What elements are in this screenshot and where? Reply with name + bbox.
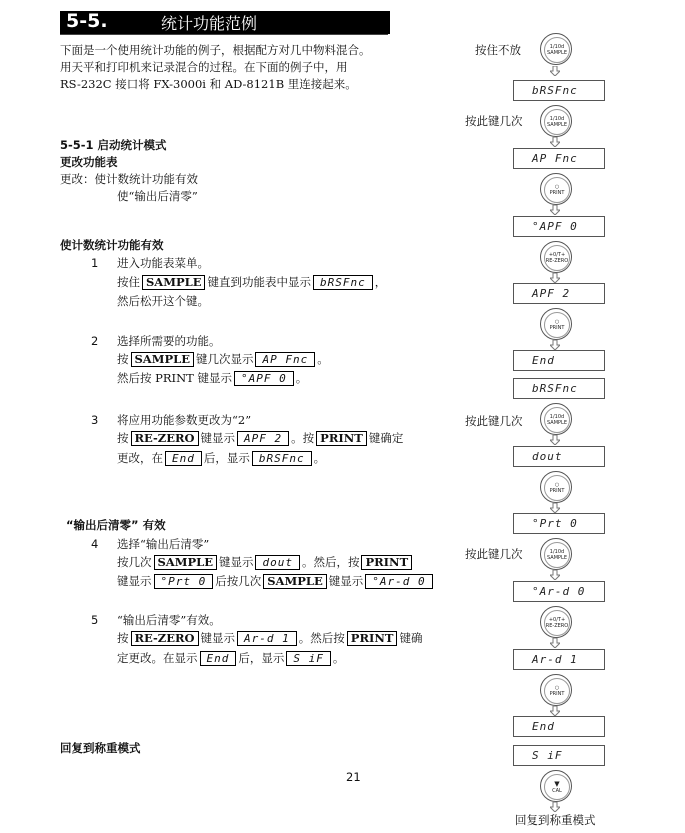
sample-button[interactable] <box>540 403 572 435</box>
side-label-hold: 按住不放 <box>475 43 521 57</box>
sample-key-label: SAMPLE <box>131 352 194 367</box>
rezero-key-label: RE-ZERO <box>131 431 199 446</box>
display-readout: S iF <box>532 749 563 762</box>
text: 。按 <box>291 431 315 445</box>
arrow-down-icon <box>550 503 560 513</box>
display-box <box>513 716 605 737</box>
section-number: 5-5. <box>66 10 108 32</box>
display-readout: °Ar-d 0 <box>365 574 432 589</box>
print-button[interactable] <box>540 173 572 205</box>
text: 1/10d <box>549 414 565 420</box>
display-readout: bRSFnc <box>252 451 312 466</box>
display-box <box>513 283 605 304</box>
text: SAMPLE <box>547 555 567 561</box>
step3-line-a: 将应用功能参数更改为“2” <box>117 413 252 427</box>
text: 键显示 <box>117 574 152 588</box>
step3-line-b <box>117 430 403 447</box>
step2-line-c <box>117 370 307 387</box>
display-box <box>513 378 605 399</box>
display-readout: °Prt 0 <box>532 517 578 530</box>
display-readout: °Prt 0 <box>154 574 214 589</box>
sample-key-label: SAMPLE <box>263 574 326 589</box>
text: CAL <box>552 787 562 794</box>
arrow-down-icon <box>550 570 560 580</box>
display-readout: bRSFnc <box>532 84 578 97</box>
display-box <box>513 581 605 602</box>
print-button[interactable] <box>540 674 572 706</box>
section-subheading: 更改功能表 <box>60 155 118 169</box>
display-box <box>513 350 605 371</box>
text: 键显示 <box>328 574 364 588</box>
rezero-button[interactable] <box>540 606 572 638</box>
text: PRINT <box>549 190 565 196</box>
text: 按 <box>117 431 129 445</box>
text: PRINT <box>549 691 565 697</box>
text: ○ <box>554 685 560 691</box>
text: 键显示 <box>200 631 236 645</box>
text: 更改，在 <box>117 451 163 465</box>
step5-line-c <box>117 650 344 667</box>
arrow-down-icon <box>550 340 560 350</box>
step2-line-a: 选择所需要的功能。 <box>117 334 221 348</box>
display-readout: APF 2 <box>237 431 289 446</box>
text: 按住 <box>117 275 140 289</box>
section-header <box>60 11 390 34</box>
intro-line-1: 下面是一个使用统计功能的例子，根据配方对几中物料混合。 <box>60 43 371 57</box>
step1-line-c: 然后松开这个键。 <box>117 294 209 308</box>
text: ， <box>374 275 387 289</box>
display-readout: AP Fnc <box>532 152 578 165</box>
side-label-repeat: 按此键几次 <box>465 414 523 428</box>
text: 后，显示 <box>203 451 250 465</box>
step4-line-c <box>117 573 435 590</box>
print-button[interactable] <box>540 308 572 340</box>
step5-line-a: “输出后清零”有效。 <box>117 613 221 627</box>
text: RE-ZERO <box>545 623 569 629</box>
step2-line-b <box>117 351 329 368</box>
text: RE-ZERO <box>545 258 569 264</box>
text: 。然后，按 <box>301 555 360 569</box>
text: ○ <box>554 319 560 325</box>
intro-line-2: 用天平和打印机来记录混合的过程。在下面的例子中，用 <box>60 60 348 74</box>
display-readout: °APF 0 <box>234 371 294 386</box>
display-readout: AP Fnc <box>255 352 315 367</box>
text: SAMPLE <box>547 420 567 426</box>
text: SAMPLE <box>547 50 567 56</box>
step4-line-b <box>117 554 414 571</box>
display-box <box>513 649 605 670</box>
text: 键直到功能表中显示 <box>207 275 311 289</box>
display-box <box>513 80 605 101</box>
display-readout: °APF 0 <box>532 220 578 233</box>
section-heading: 5-5-1 启动统计模式 <box>60 138 167 152</box>
cal-button[interactable] <box>540 770 572 802</box>
display-readout: End <box>532 720 555 733</box>
display-readout: End <box>200 651 237 666</box>
text: 然后按 PRINT 键显示 <box>117 371 232 385</box>
text: 后，显示 <box>238 651 285 665</box>
print-key-label: PRINT <box>316 431 367 446</box>
print-key-label: PRINT <box>347 631 398 646</box>
text: 。 <box>313 451 326 465</box>
display-readout: End <box>532 354 555 367</box>
arrow-down-icon <box>550 137 560 147</box>
step-number: 1 <box>91 256 99 270</box>
text: 。然后按 <box>298 631 345 645</box>
print-key-label: PRINT <box>361 555 412 570</box>
display-readout: dout <box>255 555 300 570</box>
display-readout: dout <box>532 450 563 463</box>
text: 按几次 <box>117 555 152 569</box>
text: SAMPLE <box>547 122 567 128</box>
display-readout: bRSFnc <box>313 275 373 290</box>
part2-heading: “输出后清零” 有效 <box>66 518 166 532</box>
text: 键显示 <box>218 555 254 569</box>
intro-line-3: RS-232C 接口将 FX-3000i 和 AD-8121B 里连接起来。 <box>60 77 357 91</box>
step1-line-b <box>117 274 386 291</box>
text: 定更改。在显示 <box>117 651 198 665</box>
display-readout: °Ar-d 0 <box>532 585 586 598</box>
arrow-down-icon <box>550 706 560 716</box>
text: 后按几次 <box>215 574 262 588</box>
side-label-repeat: 按此键几次 <box>465 114 523 128</box>
change-line-1: 更改：使计数统计功能有效 <box>60 172 198 186</box>
text: 1/10d <box>549 116 565 122</box>
display-readout: Ar-d 1 <box>532 653 578 666</box>
display-readout: bRSFnc <box>532 382 578 395</box>
display-readout: APF 2 <box>532 287 571 300</box>
text: 键显示 <box>200 431 236 445</box>
text: PRINT <box>549 488 565 494</box>
text: 1/10d <box>549 44 565 50</box>
rezero-key-label: RE-ZERO <box>131 631 199 646</box>
arrow-down-icon <box>550 205 560 215</box>
text: 键确定 <box>368 431 404 445</box>
text: +0/T+ <box>548 252 566 258</box>
text: 。 <box>332 651 345 665</box>
sample-key-label: SAMPLE <box>154 555 217 570</box>
print-button[interactable] <box>540 471 572 503</box>
side-label-return: 回复到称重模式 <box>515 813 596 827</box>
text: 按 <box>117 631 129 645</box>
step-number: 3 <box>91 413 99 427</box>
display-readout: S iF <box>286 651 331 666</box>
display-box <box>513 513 605 534</box>
step1-line-a: 进入功能表菜单。 <box>117 256 209 270</box>
text: +0/T+ <box>548 617 566 623</box>
arrow-down-icon <box>550 802 560 812</box>
step4-line-a: 选择“输出后清零” <box>117 537 210 551</box>
triangle-down-icon: ▼ <box>554 779 560 788</box>
side-label-repeat: 按此键几次 <box>465 547 523 561</box>
text: 1/10d <box>549 549 565 555</box>
sample-button[interactable] <box>540 105 572 137</box>
display-box <box>513 216 605 237</box>
change-line-2: 使“输出后清零” <box>117 189 198 203</box>
arrow-down-icon <box>550 435 560 445</box>
rezero-button[interactable] <box>540 241 572 273</box>
text: ○ <box>554 482 560 488</box>
return-heading: 回复到称重模式 <box>60 741 141 755</box>
step3-line-c <box>117 450 325 467</box>
display-readout: End <box>165 451 202 466</box>
display-box <box>513 446 605 467</box>
step-number: 4 <box>91 537 99 551</box>
text: 按 <box>117 352 129 366</box>
display-box <box>513 148 605 169</box>
text: 。 <box>317 352 329 366</box>
header-rule <box>60 34 388 35</box>
text: PRINT <box>549 325 565 331</box>
arrow-down-icon <box>550 638 560 648</box>
section-title: 统计功能范例 <box>161 14 258 33</box>
display-readout: Ar-d 1 <box>237 631 297 646</box>
display-box <box>513 745 605 766</box>
text: ○ <box>554 184 560 190</box>
text: 。 <box>295 371 308 385</box>
text: 键几次显示 <box>195 352 254 366</box>
part1-heading: 使计数统计功能有效 <box>60 238 164 252</box>
text: 键确 <box>399 631 423 645</box>
step-number: 5 <box>91 613 99 627</box>
page-number: 21 <box>346 770 361 784</box>
sample-button[interactable] <box>540 33 572 65</box>
step-number: 2 <box>91 334 99 348</box>
step5-line-b <box>117 630 422 647</box>
arrow-down-icon <box>550 273 560 283</box>
sample-button[interactable] <box>540 538 572 570</box>
arrow-down-icon <box>550 66 560 76</box>
sample-key-label: SAMPLE <box>142 275 205 290</box>
